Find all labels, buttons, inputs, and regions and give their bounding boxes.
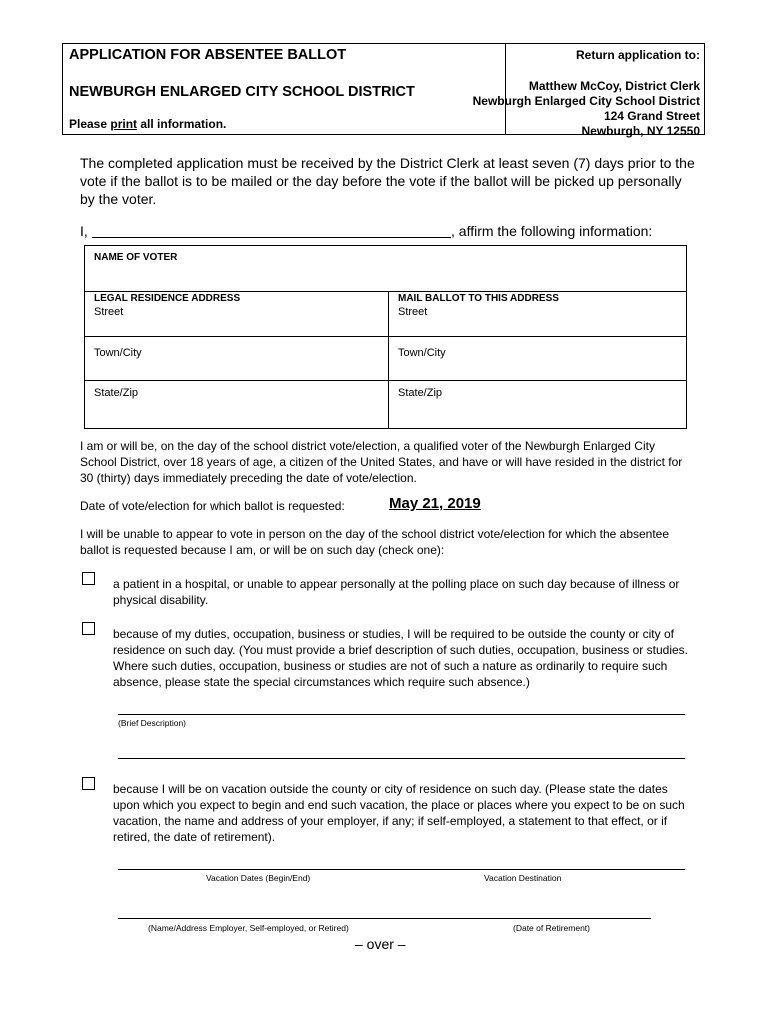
legal-street-label: Street [94,306,124,318]
row-divider [85,336,686,337]
vacation-destination-caption: Vacation Destination [484,873,562,883]
column-divider [388,291,389,428]
return-address [440,79,700,139]
form-title: APPLICATION FOR ABSENTEE BALLOT [69,47,347,63]
employer-line[interactable] [118,918,651,919]
voter-name-line[interactable] [92,237,451,238]
legal-residence-label: LEGAL RESIDENCE ADDRESS [94,293,241,304]
option-duties-checkbox[interactable] [82,622,95,635]
option-illness-checkbox[interactable] [82,572,95,585]
affirm-suffix: , affirm the following information: [451,223,653,239]
mail-state-label: State/Zip [398,387,443,399]
option-vacation-checkbox[interactable] [82,777,95,790]
brief-description-line[interactable] [118,714,685,715]
legal-town-label: Town/City [94,347,142,359]
qualify-text: I am or will be, on the day of the school district vote/election, a qualified voter of the Newburgh Enlarged City School District, over 18 years of age, a citizen of the United States, and have or will have resided in the district for 30 (thirty) days immediately preceding the date of vote/election. [80,439,683,485]
unable-text: I will be unable to appear to vote in person on the day of the school district vote/election for which the absentee ballot is requested because I am, or will be on such day (check one): [80,527,670,557]
intro-text: The completed application must be received by the District Clerk at least seven (7) days prior to the vote if the ballot is to be mailed or the day before the vote if the ballot will be picked up personally by the voter. [80,155,695,207]
return-line: Newburgh, NY 12550 [581,124,700,138]
return-line: Matthew McCoy, District Clerk [528,79,700,93]
mail-street-label: Street [398,306,428,318]
brief-description-line-2[interactable] [118,758,685,759]
row-divider [85,380,686,381]
legal-state-label: State/Zip [94,387,139,399]
print-note: Please print all information. [69,117,227,131]
date-value: May 21, 2019 [389,495,481,512]
voter-info-box [84,245,687,429]
date-label: Date of vote/election for which ballot is requested: [80,499,345,513]
mail-ballot-label: MAIL BALLOT TO THIS ADDRESS [398,293,559,304]
return-label: Return application to: [576,48,700,62]
vacation-line[interactable] [118,869,685,870]
employer-caption: (Name/Address Employer, Self-employed, or Retired) [148,923,349,933]
option-illness-text: a patient in a hospital, or unable to appear personally at the polling place on such day because of illness or physical disability. [113,577,680,607]
name-of-voter-label: NAME OF VOTER [94,252,178,263]
mail-town-label: Town/City [398,347,446,359]
return-line: 124 Grand Street [603,109,700,123]
option-duties-text: because of my duties, occupation, business or studies, I will be required to be outside the county or city of residence on such day. (You must provide a brief description of such duties, occupation, business or studies. Where such duties, occupation, business or studies are not of such a nature as ordinarily to require such absence, please state the special circumstances which require such absence.) [113,627,688,689]
vacation-dates-caption: Vacation Dates (Begin/End) [206,873,311,883]
retirement-caption: (Date of Retirement) [513,923,590,933]
over-footer: – over – [355,936,406,952]
option-vacation-text: because I will be on vacation outside the county or city of residence on such day. (Please state the dates upon which you expect to begin and end such vacation, the place or places where you expect to be on such vacation, the name and address of your employer, if any; if self-employed, a statement to that effect, or if retired, the date of retirement). [113,782,685,844]
brief-description-caption: (Brief Description) [118,718,187,728]
row-divider [85,291,686,292]
district-name: NEWBURGH ENLARGED CITY SCHOOL DISTRICT [69,84,415,100]
affirm-prefix: I, [80,223,88,239]
return-line: Newburgh Enlarged City School District [472,94,700,108]
